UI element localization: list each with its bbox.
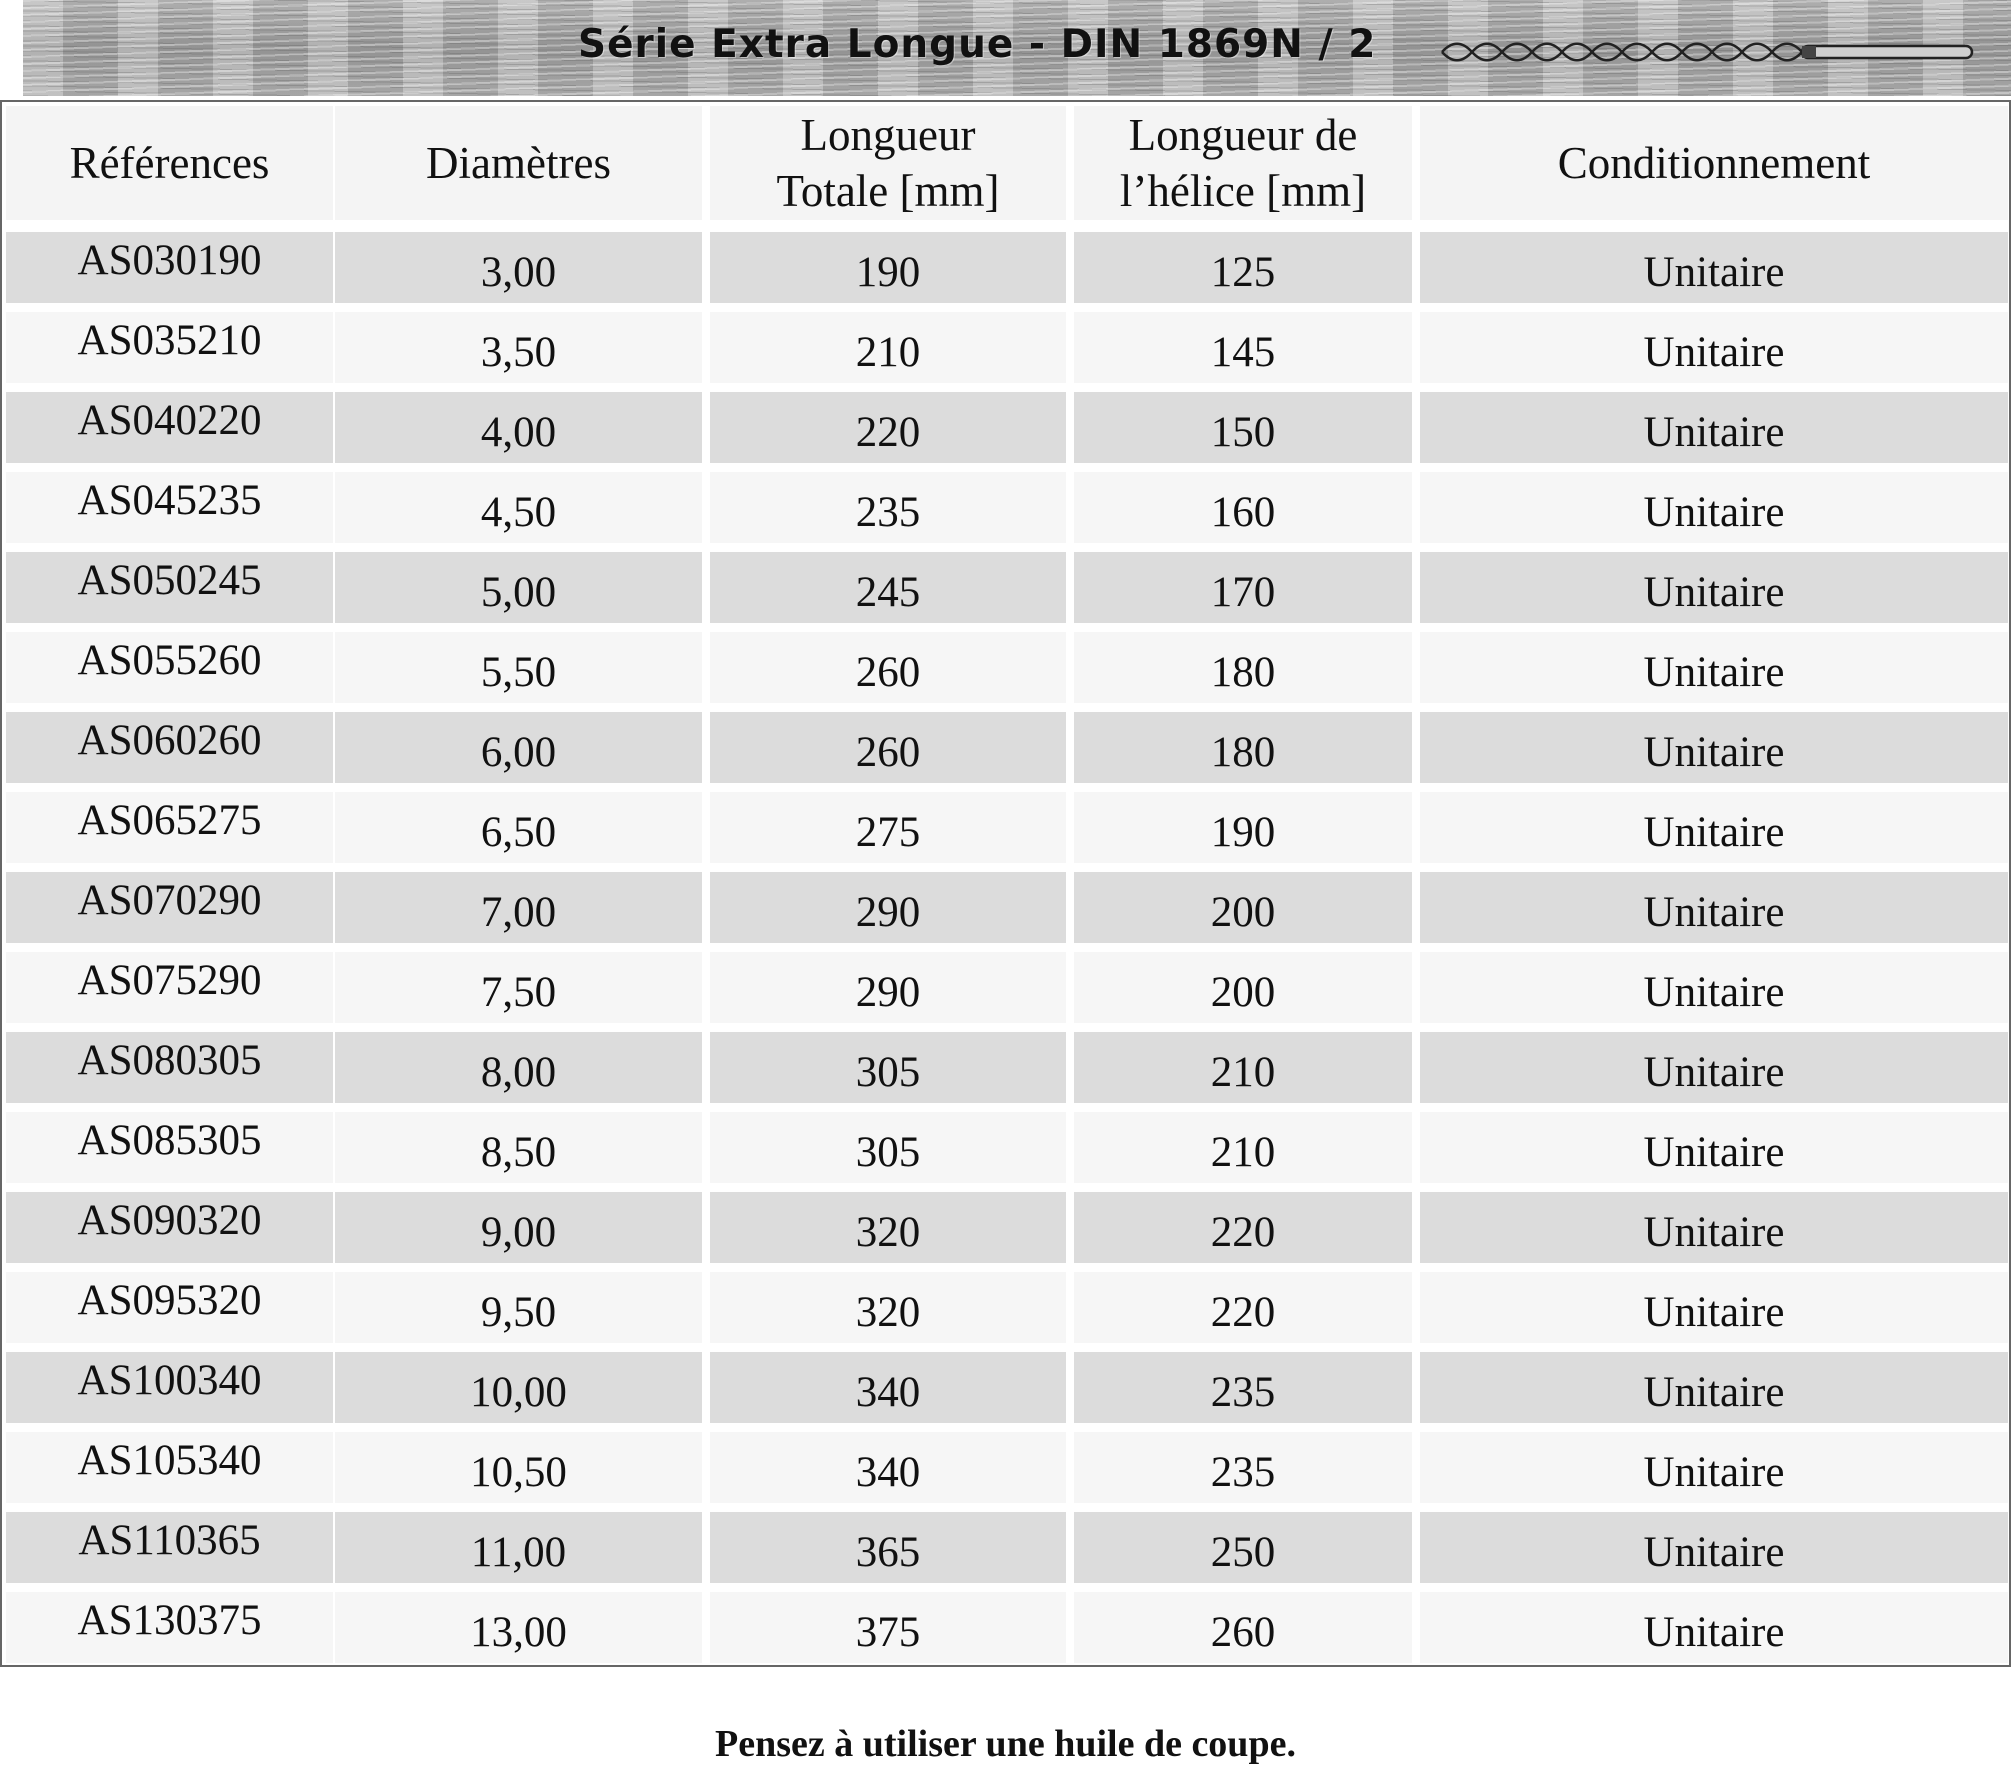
- cell-flute-length: 235: [1074, 1352, 1412, 1423]
- drill-bit-icon: [1438, 37, 1978, 67]
- cell-reference: AS090320: [6, 1192, 333, 1263]
- cell-packaging: Unitaire: [1420, 1512, 2008, 1583]
- cell-reference: AS075290: [6, 952, 333, 1023]
- cell-total-length: 275: [710, 792, 1066, 863]
- cell-flute-length: 210: [1074, 1112, 1412, 1183]
- column-header-diameter: Diamètres: [335, 106, 702, 220]
- cell-flute-length: 200: [1074, 872, 1412, 943]
- cell-reference: AS085305: [6, 1112, 333, 1183]
- cell-total-length: 365: [710, 1512, 1066, 1583]
- cell-diameter: 3,50: [335, 312, 702, 383]
- cell-total-length: 210: [710, 312, 1066, 383]
- cell-flute-length: 150: [1074, 392, 1412, 463]
- cell-total-length: 235: [710, 472, 1066, 543]
- cell-packaging: Unitaire: [1420, 1592, 2008, 1663]
- cell-reference: AS110365: [6, 1512, 333, 1583]
- cell-reference: AS070290: [6, 872, 333, 943]
- cell-reference: AS095320: [6, 1272, 333, 1343]
- cell-flute-length: 220: [1074, 1272, 1412, 1343]
- cell-packaging: Unitaire: [1420, 1272, 2008, 1343]
- cell-reference: AS080305: [6, 1032, 333, 1103]
- cell-packaging: Unitaire: [1420, 952, 2008, 1023]
- cell-flute-length: 145: [1074, 312, 1412, 383]
- cell-packaging: Unitaire: [1420, 1032, 2008, 1103]
- cell-diameter: 7,00: [335, 872, 702, 943]
- cell-total-length: 320: [710, 1272, 1066, 1343]
- cell-diameter: 4,50: [335, 472, 702, 543]
- cell-diameter: 9,50: [335, 1272, 702, 1343]
- cell-reference: AS045235: [6, 472, 333, 543]
- cell-flute-length: 210: [1074, 1032, 1412, 1103]
- cell-packaging: Unitaire: [1420, 472, 2008, 543]
- cell-reference: AS030190: [6, 232, 333, 303]
- series-banner: [23, 0, 2011, 96]
- cell-diameter: 8,00: [335, 1032, 702, 1103]
- cell-packaging: Unitaire: [1420, 712, 2008, 783]
- cell-total-length: 290: [710, 872, 1066, 943]
- cell-reference: AS055260: [6, 632, 333, 703]
- cell-total-length: 375: [710, 1592, 1066, 1663]
- cell-packaging: Unitaire: [1420, 1352, 2008, 1423]
- cell-flute-length: 180: [1074, 632, 1412, 703]
- cell-diameter: 3,00: [335, 232, 702, 303]
- cell-reference: AS060260: [6, 712, 333, 783]
- cell-reference: AS105340: [6, 1432, 333, 1503]
- cell-diameter: 11,00: [335, 1512, 702, 1583]
- cell-diameter: 10,50: [335, 1432, 702, 1503]
- cell-packaging: Unitaire: [1420, 1112, 2008, 1183]
- cell-packaging: Unitaire: [1420, 312, 2008, 383]
- cell-diameter: 4,00: [335, 392, 702, 463]
- cell-packaging: Unitaire: [1420, 1432, 2008, 1503]
- cell-diameter: 5,00: [335, 552, 702, 623]
- cell-diameter: 7,50: [335, 952, 702, 1023]
- cell-flute-length: 180: [1074, 712, 1412, 783]
- cell-reference: AS040220: [6, 392, 333, 463]
- column-header-packaging: Conditionnement: [1420, 106, 2008, 220]
- cell-diameter: 6,00: [335, 712, 702, 783]
- column-header-flute-length: Longueur de l’hélice [mm]: [1074, 106, 1412, 220]
- cell-total-length: 245: [710, 552, 1066, 623]
- cutting-oil-note: Pensez à utiliser une huile de coupe.: [715, 1723, 1296, 1765]
- cell-total-length: 220: [710, 392, 1066, 463]
- cell-reference: AS035210: [6, 312, 333, 383]
- column-header-reference: Références: [6, 106, 333, 220]
- cell-flute-length: 200: [1074, 952, 1412, 1023]
- column-header-total-length: Longueur Totale [mm]: [710, 106, 1066, 220]
- cell-flute-length: 160: [1074, 472, 1412, 543]
- cell-diameter: 13,00: [335, 1592, 702, 1663]
- cell-diameter: 5,50: [335, 632, 702, 703]
- cell-reference: AS100340: [6, 1352, 333, 1423]
- cell-flute-length: 235: [1074, 1432, 1412, 1503]
- cell-total-length: 290: [710, 952, 1066, 1023]
- cell-packaging: Unitaire: [1420, 632, 2008, 703]
- cell-packaging: Unitaire: [1420, 872, 2008, 943]
- cell-total-length: 260: [710, 632, 1066, 703]
- cell-total-length: 305: [710, 1032, 1066, 1103]
- cell-total-length: 190: [710, 232, 1066, 303]
- drill-table: [0, 100, 2011, 1667]
- series-title: Série Extra Longue - DIN 1869N / 2: [578, 22, 1377, 67]
- cell-total-length: 340: [710, 1432, 1066, 1503]
- cell-packaging: Unitaire: [1420, 552, 2008, 623]
- cell-packaging: Unitaire: [1420, 1192, 2008, 1263]
- cell-flute-length: 260: [1074, 1592, 1412, 1663]
- cell-reference: AS130375: [6, 1592, 333, 1663]
- cell-diameter: 9,00: [335, 1192, 702, 1263]
- cell-diameter: 8,50: [335, 1112, 702, 1183]
- cell-flute-length: 125: [1074, 232, 1412, 303]
- cell-flute-length: 170: [1074, 552, 1412, 623]
- cell-total-length: 260: [710, 712, 1066, 783]
- cell-diameter: 6,50: [335, 792, 702, 863]
- cell-diameter: 10,00: [335, 1352, 702, 1423]
- cell-total-length: 340: [710, 1352, 1066, 1423]
- cell-packaging: Unitaire: [1420, 792, 2008, 863]
- cell-flute-length: 190: [1074, 792, 1412, 863]
- cell-flute-length: 250: [1074, 1512, 1412, 1583]
- cell-packaging: Unitaire: [1420, 392, 2008, 463]
- cell-flute-length: 220: [1074, 1192, 1412, 1263]
- cell-total-length: 320: [710, 1192, 1066, 1263]
- cell-packaging: Unitaire: [1420, 232, 2008, 303]
- cell-total-length: 305: [710, 1112, 1066, 1183]
- cell-reference: AS065275: [6, 792, 333, 863]
- cell-reference: AS050245: [6, 552, 333, 623]
